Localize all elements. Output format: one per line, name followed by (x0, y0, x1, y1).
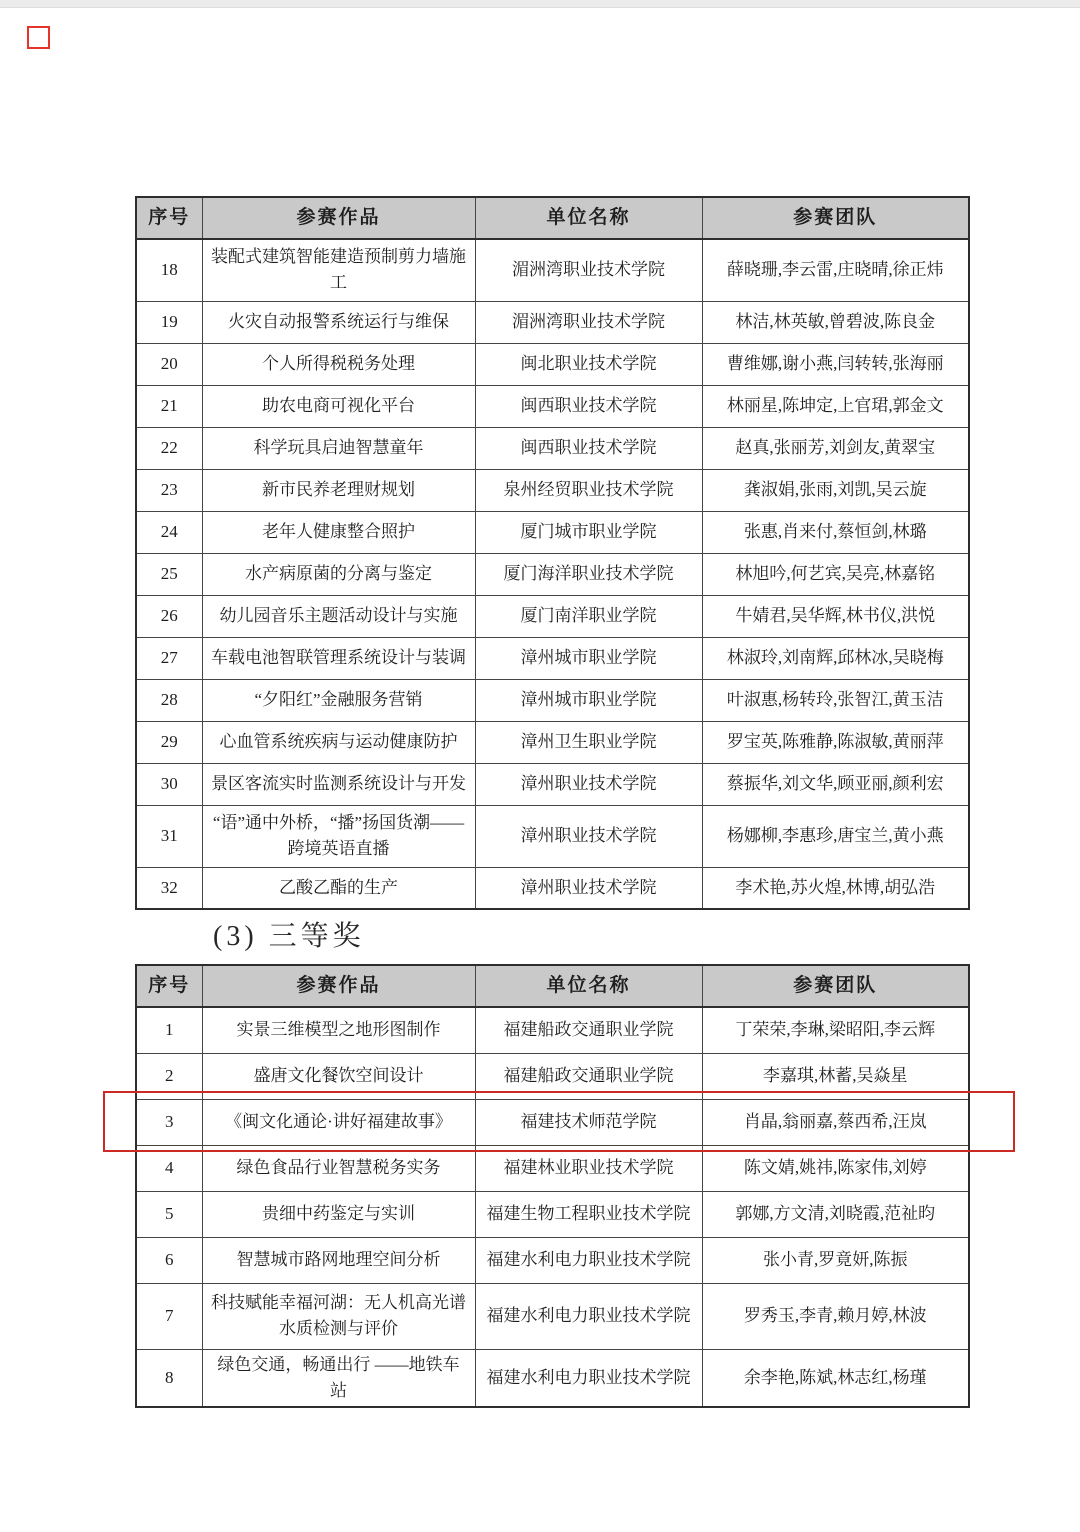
cell-index: 1 (136, 1007, 202, 1053)
cell-entry-title: 绿色食品行业智慧税务实务 (202, 1145, 475, 1191)
cell-team-members: 张小青,罗竟妍,陈振 (702, 1237, 969, 1283)
cell-entry-title: 景区客流实时监测系统设计与开发 (202, 763, 475, 805)
cell-unit-name: 漳州职业技术学院 (475, 763, 702, 805)
cell-index: 3 (136, 1099, 202, 1145)
cell-index: 4 (136, 1145, 202, 1191)
cell-index: 8 (136, 1349, 202, 1407)
red-marker-box (27, 26, 50, 49)
second-prize-table (135, 196, 970, 910)
column-header: 参赛作品 (202, 197, 475, 239)
cell-team-members: 肖晶,翁丽嘉,蔡西希,汪岚 (702, 1099, 969, 1145)
cell-entry-title: 幼儿园音乐主题活动设计与实施 (202, 595, 475, 637)
table-header-row (136, 965, 969, 1007)
cell-index: 24 (136, 511, 202, 553)
table-row (136, 637, 969, 679)
cell-unit-name: 漳州职业技术学院 (475, 867, 702, 909)
table-row (136, 721, 969, 763)
cell-team-members: 罗宝英,陈雅静,陈淑敏,黄丽萍 (702, 721, 969, 763)
cell-entry-title: 水产病原菌的分离与鉴定 (202, 553, 475, 595)
table-row (136, 469, 969, 511)
column-header: 序号 (136, 197, 202, 239)
cell-entry-title: 车载电池智联管理系统设计与装调 (202, 637, 475, 679)
cell-unit-name: 厦门城市职业学院 (475, 511, 702, 553)
cell-index: 7 (136, 1283, 202, 1349)
cell-index: 31 (136, 805, 202, 867)
cell-entry-title: 老年人健康整合照护 (202, 511, 475, 553)
cell-team-members: 罗秀玉,李青,赖月婷,林波 (702, 1283, 969, 1349)
cell-team-members: 李嘉琪,林蓄,吴焱星 (702, 1053, 969, 1099)
cell-unit-name: 福建船政交通职业学院 (475, 1053, 702, 1099)
cell-entry-title: 新市民养老理财规划 (202, 469, 475, 511)
cell-unit-name: 漳州城市职业学院 (475, 679, 702, 721)
column-header: 参赛团队 (702, 197, 969, 239)
cell-index: 29 (136, 721, 202, 763)
cell-entry-title: 实景三维模型之地形图制作 (202, 1007, 475, 1053)
cell-entry-title: “夕阳红”金融服务营销 (202, 679, 475, 721)
cell-unit-name: 福建水利电力职业技术学院 (475, 1283, 702, 1349)
cell-index: 30 (136, 763, 202, 805)
table-row (136, 427, 969, 469)
cell-unit-name: 福建林业职业技术学院 (475, 1145, 702, 1191)
cell-entry-title: 科学玩具启迪智慧童年 (202, 427, 475, 469)
cell-entry-title: “语”通中外桥，“播”扬国货潮——跨境英语直播 (202, 805, 475, 867)
column-header: 序号 (136, 965, 202, 1007)
cell-team-members: 叶淑惠,杨转玲,张智江,黄玉洁 (702, 679, 969, 721)
cell-unit-name: 厦门南洋职业学院 (475, 595, 702, 637)
table-row (136, 1283, 969, 1349)
cell-entry-title: 贵细中药鉴定与实训 (202, 1191, 475, 1237)
page-top-edge (0, 0, 1080, 8)
table-row (136, 385, 969, 427)
cell-index: 20 (136, 343, 202, 385)
cell-unit-name: 漳州城市职业学院 (475, 637, 702, 679)
cell-unit-name: 漳州职业技术学院 (475, 805, 702, 867)
cell-team-members: 龚淑娟,张雨,刘凯,吴云旋 (702, 469, 969, 511)
cell-index: 25 (136, 553, 202, 595)
cell-entry-title: 智慧城市路网地理空间分析 (202, 1237, 475, 1283)
table-row (136, 553, 969, 595)
cell-team-members: 曹维娜,谢小燕,闫转转,张海丽 (702, 343, 969, 385)
table-row (136, 511, 969, 553)
cell-team-members: 牛婧君,吴华辉,林书仪,洪悦 (702, 595, 969, 637)
cell-unit-name: 湄洲湾职业技术学院 (475, 301, 702, 343)
cell-unit-name: 福建船政交通职业学院 (475, 1007, 702, 1053)
table-body (136, 239, 969, 909)
table-row (136, 239, 969, 301)
cell-unit-name: 福建水利电力职业技术学院 (475, 1237, 702, 1283)
cell-unit-name: 漳州卫生职业学院 (475, 721, 702, 763)
cell-team-members: 杨娜柳,李惠珍,唐宝兰,黄小燕 (702, 805, 969, 867)
table-row (136, 1349, 969, 1407)
cell-unit-name: 福建水利电力职业技术学院 (475, 1349, 702, 1407)
cell-entry-title: 乙酸乙酯的生产 (202, 867, 475, 909)
cell-entry-title: 火灾自动报警系统运行与维保 (202, 301, 475, 343)
highlight-box (103, 1091, 1015, 1152)
cell-unit-name: 泉州经贸职业技术学院 (475, 469, 702, 511)
cell-index: 27 (136, 637, 202, 679)
cell-unit-name: 闽北职业技术学院 (475, 343, 702, 385)
cell-unit-name: 厦门海洋职业技术学院 (475, 553, 702, 595)
cell-team-members: 林旭吟,何艺宾,吴亮,林嘉铭 (702, 553, 969, 595)
table-row (136, 1191, 969, 1237)
table-row (136, 1237, 969, 1283)
cell-index: 19 (136, 301, 202, 343)
cell-index: 32 (136, 867, 202, 909)
cell-team-members: 赵真,张丽芳,刘剑友,黄翠宝 (702, 427, 969, 469)
column-header: 参赛团队 (702, 965, 969, 1007)
column-header: 参赛作品 (202, 965, 475, 1007)
cell-team-members: 薛晓珊,李云雷,庄晓晴,徐正炜 (702, 239, 969, 301)
table-row (136, 763, 969, 805)
cell-team-members: 丁荣荣,李琳,梁昭阳,李云辉 (702, 1007, 969, 1053)
cell-team-members: 张惠,肖来付,蔡恒剑,林璐 (702, 511, 969, 553)
cell-team-members: 林淑玲,刘南辉,邱林冰,吴晓梅 (702, 637, 969, 679)
cell-team-members: 蔡振华,刘文华,顾亚丽,颜利宏 (702, 763, 969, 805)
cell-entry-title: 装配式建筑智能建造预制剪力墙施工 (202, 239, 475, 301)
cell-index: 23 (136, 469, 202, 511)
column-header: 单位名称 (475, 965, 702, 1007)
cell-team-members: 陈文婧,姚祎,陈家伟,刘婷 (702, 1145, 969, 1191)
table-row (136, 679, 969, 721)
table-row (136, 343, 969, 385)
cell-entry-title: 盛唐文化餐饮空间设计 (202, 1053, 475, 1099)
cell-team-members: 李术艳,苏火煌,林博,胡弘浩 (702, 867, 969, 909)
cell-index: 2 (136, 1053, 202, 1099)
cell-unit-name: 福建技术师范学院 (475, 1099, 702, 1145)
cell-entry-title: 科技赋能幸福河湖：无人机高光谱水质检测与评价 (202, 1283, 475, 1349)
table-body (136, 1007, 969, 1407)
cell-entry-title: 《闽文化通论·讲好福建故事》 (202, 1099, 475, 1145)
cell-index: 26 (136, 595, 202, 637)
table-row (136, 301, 969, 343)
section-title: (3) 三等奖 (213, 921, 365, 952)
cell-unit-name: 福建生物工程职业技术学院 (475, 1191, 702, 1237)
table-row (136, 595, 969, 637)
cell-index: 18 (136, 239, 202, 301)
cell-entry-title: 心血管系统疾病与运动健康防护 (202, 721, 475, 763)
cell-index: 21 (136, 385, 202, 427)
cell-team-members: 林洁,林英敏,曾碧波,陈良金 (702, 301, 969, 343)
column-header: 单位名称 (475, 197, 702, 239)
third-prize-table (135, 964, 970, 1408)
cell-unit-name: 湄洲湾职业技术学院 (475, 239, 702, 301)
table-row (136, 867, 969, 909)
cell-entry-title: 助农电商可视化平台 (202, 385, 475, 427)
table-header-row (136, 197, 969, 239)
cell-index: 22 (136, 427, 202, 469)
cell-unit-name: 闽西职业技术学院 (475, 385, 702, 427)
cell-team-members: 郭娜,方文清,刘晓霞,范祉昀 (702, 1191, 969, 1237)
cell-entry-title: 个人所得税税务处理 (202, 343, 475, 385)
cell-entry-title: 绿色交通，畅通出行 ——地铁车站 (202, 1349, 475, 1407)
cell-team-members: 林丽星,陈坤定,上官珺,郭金文 (702, 385, 969, 427)
cell-index: 5 (136, 1191, 202, 1237)
cell-unit-name: 闽西职业技术学院 (475, 427, 702, 469)
table-row (136, 805, 969, 867)
cell-index: 6 (136, 1237, 202, 1283)
table-row (136, 1007, 969, 1053)
cell-team-members: 余李艳,陈斌,林志红,杨瑾 (702, 1349, 969, 1407)
cell-index: 28 (136, 679, 202, 721)
